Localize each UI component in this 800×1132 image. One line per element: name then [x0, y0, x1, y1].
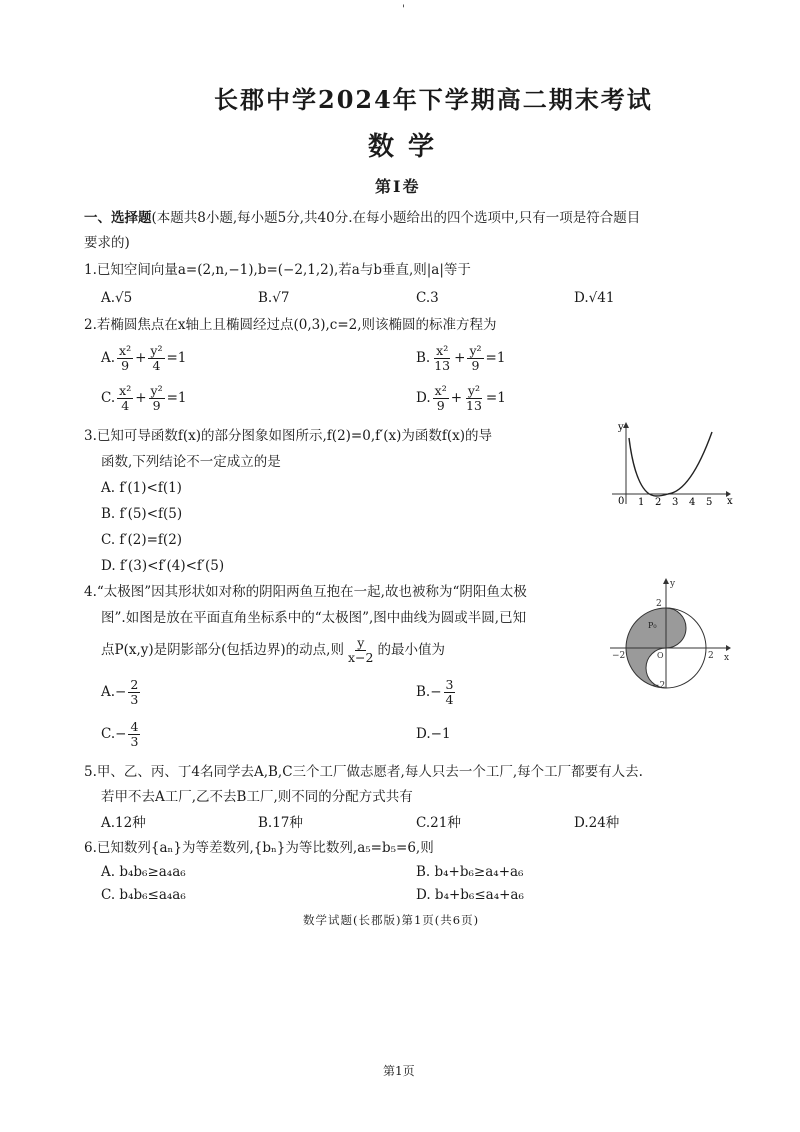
q3-y-arrow [623, 422, 629, 428]
q2-stem: 2.若椭圆焦点在x轴上且椭圆经过点(0,3),c=2,则该椭圆的标准方程为 [84, 317, 497, 333]
q4-stem-line3-pre: 点P(x,y)是阴影部分(包括边界)的动点,则 [101, 642, 344, 658]
section-heading [84, 208, 640, 228]
q4-x-label: x [724, 653, 730, 663]
q2-option-c: C. $\frac{\text{x²}}{4}$ + $\frac{\text{y²}}{9}$ =1 [101, 383, 187, 413]
q2-b-frac2: $\frac{\text{y²}}{9}$ [469, 343, 482, 373]
q6-stem: 6.已知数列{aₙ}为等差数列,{bₙ}为等比数列,a₅=b₅=6,则 [84, 840, 434, 856]
q4-option-c: C.− $\frac{4}{3}$ [101, 719, 139, 749]
q1-option-c: C.3 [416, 290, 439, 306]
subject-title: 数学 [368, 132, 449, 162]
q2-option-b-label: B. [416, 350, 431, 366]
q4-stem-line1: 4.“太极图”因其形状如对称的阴阳两鱼互抱在一起,故也被称为“阴阳鱼太极 [84, 584, 527, 600]
q4-point-label: P₀ [648, 621, 657, 630]
q5-option-d: D.24种 [574, 815, 620, 831]
q1-option-a: A.√5 [101, 290, 133, 306]
q3-option-b: B. f′(5)<f(5) [101, 506, 183, 522]
q6-option-c: C. b₄b₆≤a₄a₆ [101, 887, 186, 903]
q3-x-label: x [727, 496, 733, 507]
q4-ratio-frac: $\frac{y}{x-2}$ [347, 635, 374, 665]
q3-tick-2: 2 [655, 497, 662, 508]
page-number: 第1页 [383, 1064, 415, 1078]
q3-tick-0: 0 [618, 496, 625, 507]
q4-origin-label: O [657, 651, 664, 660]
q4-tick-right: 2 [708, 651, 714, 661]
q1-stem: 1.已知空间向量a=(2,n,−1),b=(−2,1,2),若a与b垂直,则|a|等于 [84, 262, 471, 278]
q4-option-b: B.− $\frac{3}{4}$ [416, 677, 454, 707]
q1-option-b: B.√7 [258, 290, 290, 306]
q2-option-d: D. $\frac{\text{x²}}{9}$ + $\frac{\text{y²}}{13}$ =1 [416, 383, 506, 413]
q2-a-frac1: $\frac{\text{x²}}{9}$ [119, 343, 132, 373]
q6-option-b: B. b₄+b₆≥a₄+a₆ [416, 864, 524, 880]
q4-option-a: A.− $\frac{2}{3}$ [101, 677, 139, 707]
q3-option-c: C. f′(2)=f(2) [101, 532, 183, 548]
q4-stem-line3-post: 的最小值为 [377, 642, 445, 658]
q4-x-arrow [726, 645, 731, 651]
q4-tick-left: −2 [612, 651, 626, 661]
q2-option-d-label: D. [416, 390, 431, 406]
section-heading-rest: (本题共8小题,每小题5分,共40分.在每小题给出的四个选项中,只有一项是符合题目 [151, 210, 641, 226]
q4-option-d: D.−1 [416, 726, 451, 742]
q3-option-d: D. f′(3)<f′(4)<f′(5) [101, 558, 225, 574]
q4-stem-line3 [101, 636, 445, 665]
q2-a-frac2: $\frac{\text{y²}}{4}$ [150, 343, 163, 373]
q2-option-b: B. $\frac{\text{x²}}{13}$ + $\frac{\text{y²}}{9}$ =1 [416, 343, 506, 373]
q3-curve [629, 432, 712, 496]
q4-tick-bottom: −2 [652, 681, 666, 691]
q4-b-frac: $\frac{3}{4}$ [445, 677, 454, 707]
q5-stem-line1: 5.甲、乙、丙、丁4名同学去A,B,C三个工厂做志愿者,每人只去一个工厂,每个工厂都要有人去. [84, 764, 643, 780]
q2-d-frac2: $\frac{\text{y²}}{13}$ [466, 383, 482, 413]
q3-tick-1: 1 [638, 497, 645, 508]
q3-option-a: A. f′(1)<f(1) [101, 480, 182, 496]
q3-function-graph [604, 418, 732, 508]
q3-tick-4: 4 [689, 497, 696, 508]
q5-option-c: C.21种 [416, 815, 461, 831]
q5-stem-line2: 若甲不去A工厂,乙不去B工厂,则不同的分配方式共有 [101, 789, 413, 805]
q2-c-frac1: $\frac{\text{x²}}{4}$ [119, 383, 132, 413]
q6-option-d: D. b₄+b₆≤a₄+a₆ [416, 887, 524, 903]
q4-a-frac: $\frac{2}{3}$ [130, 677, 139, 707]
q2-option-a-label: A. [101, 350, 116, 366]
q4-c-frac: $\frac{4}{3}$ [130, 719, 139, 749]
q2-option-a: A. $\frac{\text{x²}}{9}$ + $\frac{\text{y²}}{4}$ =1 [101, 343, 187, 373]
exam-title: 长郡中学2024年下学期高二期末考试 [214, 85, 653, 114]
q5-option-a: A.12种 [101, 815, 146, 831]
q3-tick-5: 5 [706, 497, 713, 508]
section-heading-bold: 一、选择题 [84, 210, 152, 226]
top-mark: ' [402, 4, 405, 15]
q4-taiji-graph [608, 576, 732, 690]
q3-y-label: y [618, 422, 624, 433]
q3-tick-3: 3 [672, 497, 679, 508]
q4-y-label: y [670, 579, 676, 589]
q4-y-arrow [663, 578, 669, 584]
q3-stem-line2: 函数,下列结论不一定成立的是 [101, 454, 281, 470]
exam-page-footer: 数学试题(长郡版)第1页(共6页) [303, 913, 480, 927]
q1-option-d: D.√41 [574, 290, 615, 306]
q6-option-a: A. b₄b₆≥a₄a₆ [101, 864, 186, 880]
q4-tick-top: 2 [656, 599, 662, 609]
section-heading-line2: 要求的) [84, 235, 130, 251]
q2-d-frac1: $\frac{\text{x²}}{9}$ [434, 383, 447, 413]
q3-stem-line1: 3.已知可导函数f(x)的部分图象如图所示,f(2)=0,f′(x)为函数f(x)的导 [84, 428, 492, 444]
q2-option-c-label: C. [101, 390, 116, 406]
q2-b-frac1: $\frac{\text{x²}}{13}$ [434, 343, 451, 373]
q5-option-b: B.17种 [258, 815, 303, 831]
volume-title: 第Ⅰ卷 [375, 177, 421, 196]
q4-stem-line2: 图”.如图是放在平面直角坐标系中的“太极图”,图中曲线为圆或半圆,已知 [101, 610, 527, 626]
q2-c-frac2: $\frac{\text{y²}}{9}$ [150, 383, 163, 413]
